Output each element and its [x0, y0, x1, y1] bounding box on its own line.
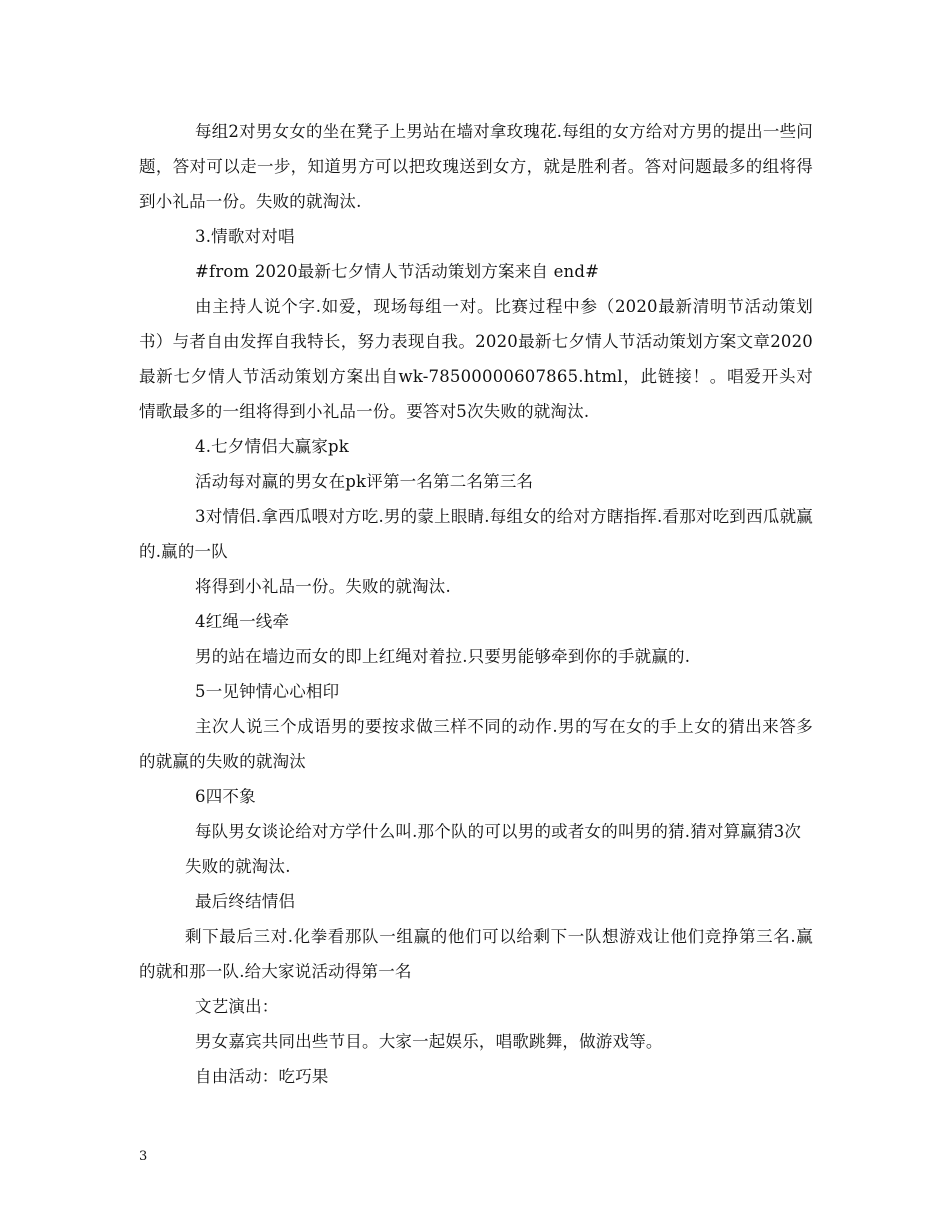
paragraph-watermelon-game: 3对情侣.拿西瓜喂对方吃.男的蒙上眼睛.每组女的给对方瞎指挥.看那对吃到西瓜就赢的.赢的一队 [139, 507, 813, 561]
paragraph-love-song-rules: 由主持人说个字.如爱，现场每组一对。比赛过程中参（2020最新清明节活动策划书）与者自由发挥自我特长，努力表现自我。2020最新七夕情人节活动策划方案文章2020最新七夕情人节活动策划方案出自wk-78500000607865.html，此链接！。唱爱开头对情歌最多的一组将得到小礼品一份。要答对5次失败的就淘汰. [139, 297, 813, 421]
heading-performance: 文艺演出： [195, 997, 279, 1016]
heading-four-unlike: 6四不象 [195, 787, 256, 806]
paragraph-idiom-game: 主次人说三个成语男的要按求做三样不同的动作.男的写在女的手上女的猜出来答多的就赢的失败的就淘汰 [139, 717, 813, 771]
heading-love-song-duet: 3.情歌对对唱 [195, 227, 295, 246]
paragraph-prize-note: 将得到小礼品一份。失败的就淘汰. [195, 577, 451, 596]
source-marker: #from 2020最新七夕情人节活动策划方案来自 end# [195, 262, 600, 281]
heading-couple-pk: 4.七夕情侣大赢家pk [195, 437, 350, 456]
heading-final-couple: 最后终结情侣 [195, 892, 296, 911]
paragraph-red-string-rules: 男的站在墙边而女的即上红绳对着拉.只要男能够牵到你的手就赢的. [195, 647, 691, 666]
heading-red-string: 4红绳一线牵 [195, 612, 290, 631]
paragraph-performance-detail: 男女嘉宾共同出些节目。大家一起娱乐，唱歌跳舞，做游戏等。 [195, 1032, 663, 1051]
paragraph-free-activity: 自由活动：吃巧果 [195, 1067, 329, 1086]
paragraph-imitation-game: 每队男女谈论给对方学什么叫.那个队的可以男的或者女的叫男的猜.猜对算赢猜3次 [195, 822, 802, 841]
paragraph-final-round: 剩下最后三对.化拳看那队一组赢的他们可以给剩下一队想游戏让他们竞挣第三名.赢的就和那一队.给大家说活动得第一名 [139, 927, 813, 981]
paragraph-pk-ranking: 活动每对赢的男女在pk评第一名第二名第三名 [195, 472, 534, 491]
paragraph-rose-game: 每组2对男女女的坐在凳子上男站在墙对拿玫瑰花.每组的女方给对方男的提出一些问题，答对可以走一步，知道男方可以把玫瑰送到女方，就是胜利者。答对问题最多的组将得到小礼品一份。失败的就淘汰. [139, 122, 813, 211]
document-body [139, 114, 813, 1094]
page-number: 3 [139, 1149, 148, 1164]
heading-love-at-first-sight: 5一见钟情心心相印 [195, 682, 340, 701]
paragraph-elimination-note: 失败的就淘汰. [185, 857, 291, 876]
